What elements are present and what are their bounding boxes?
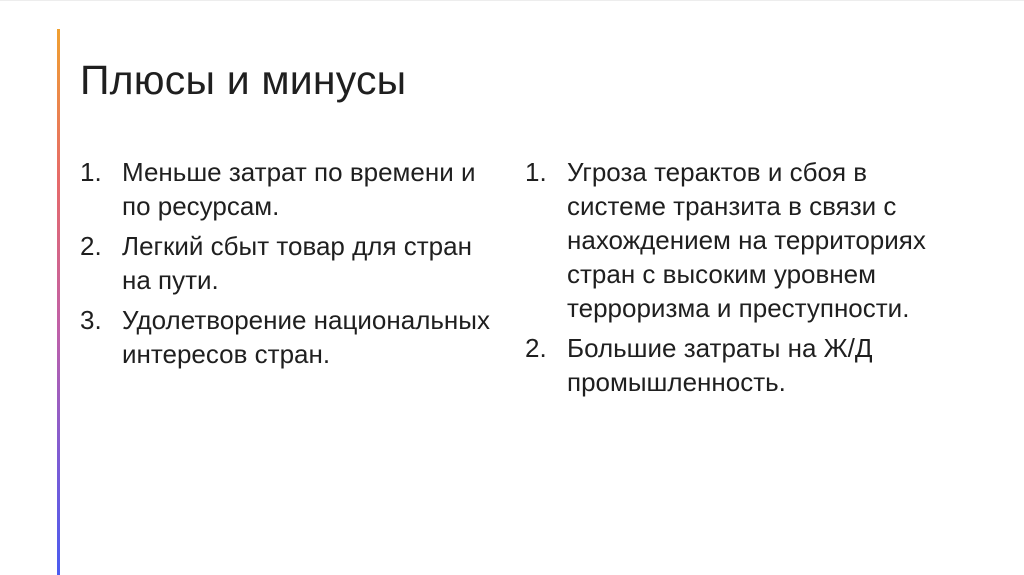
pros-list: [80, 155, 500, 377]
list-item-number: 2.: [80, 231, 102, 261]
list-item-number: 1.: [525, 157, 547, 187]
pros-list-item: [80, 155, 500, 223]
cons-list-item: [525, 155, 945, 325]
list-item-text: Удолетворение национальных интересов стран.: [122, 305, 490, 369]
slide-title: Плюсы и минусы: [80, 57, 407, 103]
cons-list: [525, 155, 945, 405]
list-item-text: Меньше затрат по времени и по ресурсам.: [122, 157, 476, 221]
list-item-text: Угроза терактов и сбоя в системе транзита в связи с нахождением на территориях стран с высоким уровнем терроризма и преступности.: [567, 157, 926, 323]
list-item-number: 3.: [80, 305, 102, 335]
list-item-number: 1.: [80, 157, 102, 187]
pros-list-item: [80, 303, 500, 371]
list-item-text: Легкий сбыт товар для стран на пути.: [122, 231, 472, 295]
accent-gradient-bar: [57, 29, 60, 575]
pros-list-item: [80, 229, 500, 297]
list-item-text: Большие затраты на Ж/Д промышленность.: [567, 333, 873, 397]
cons-list-item: [525, 331, 945, 399]
list-item-number: 2.: [525, 333, 547, 363]
